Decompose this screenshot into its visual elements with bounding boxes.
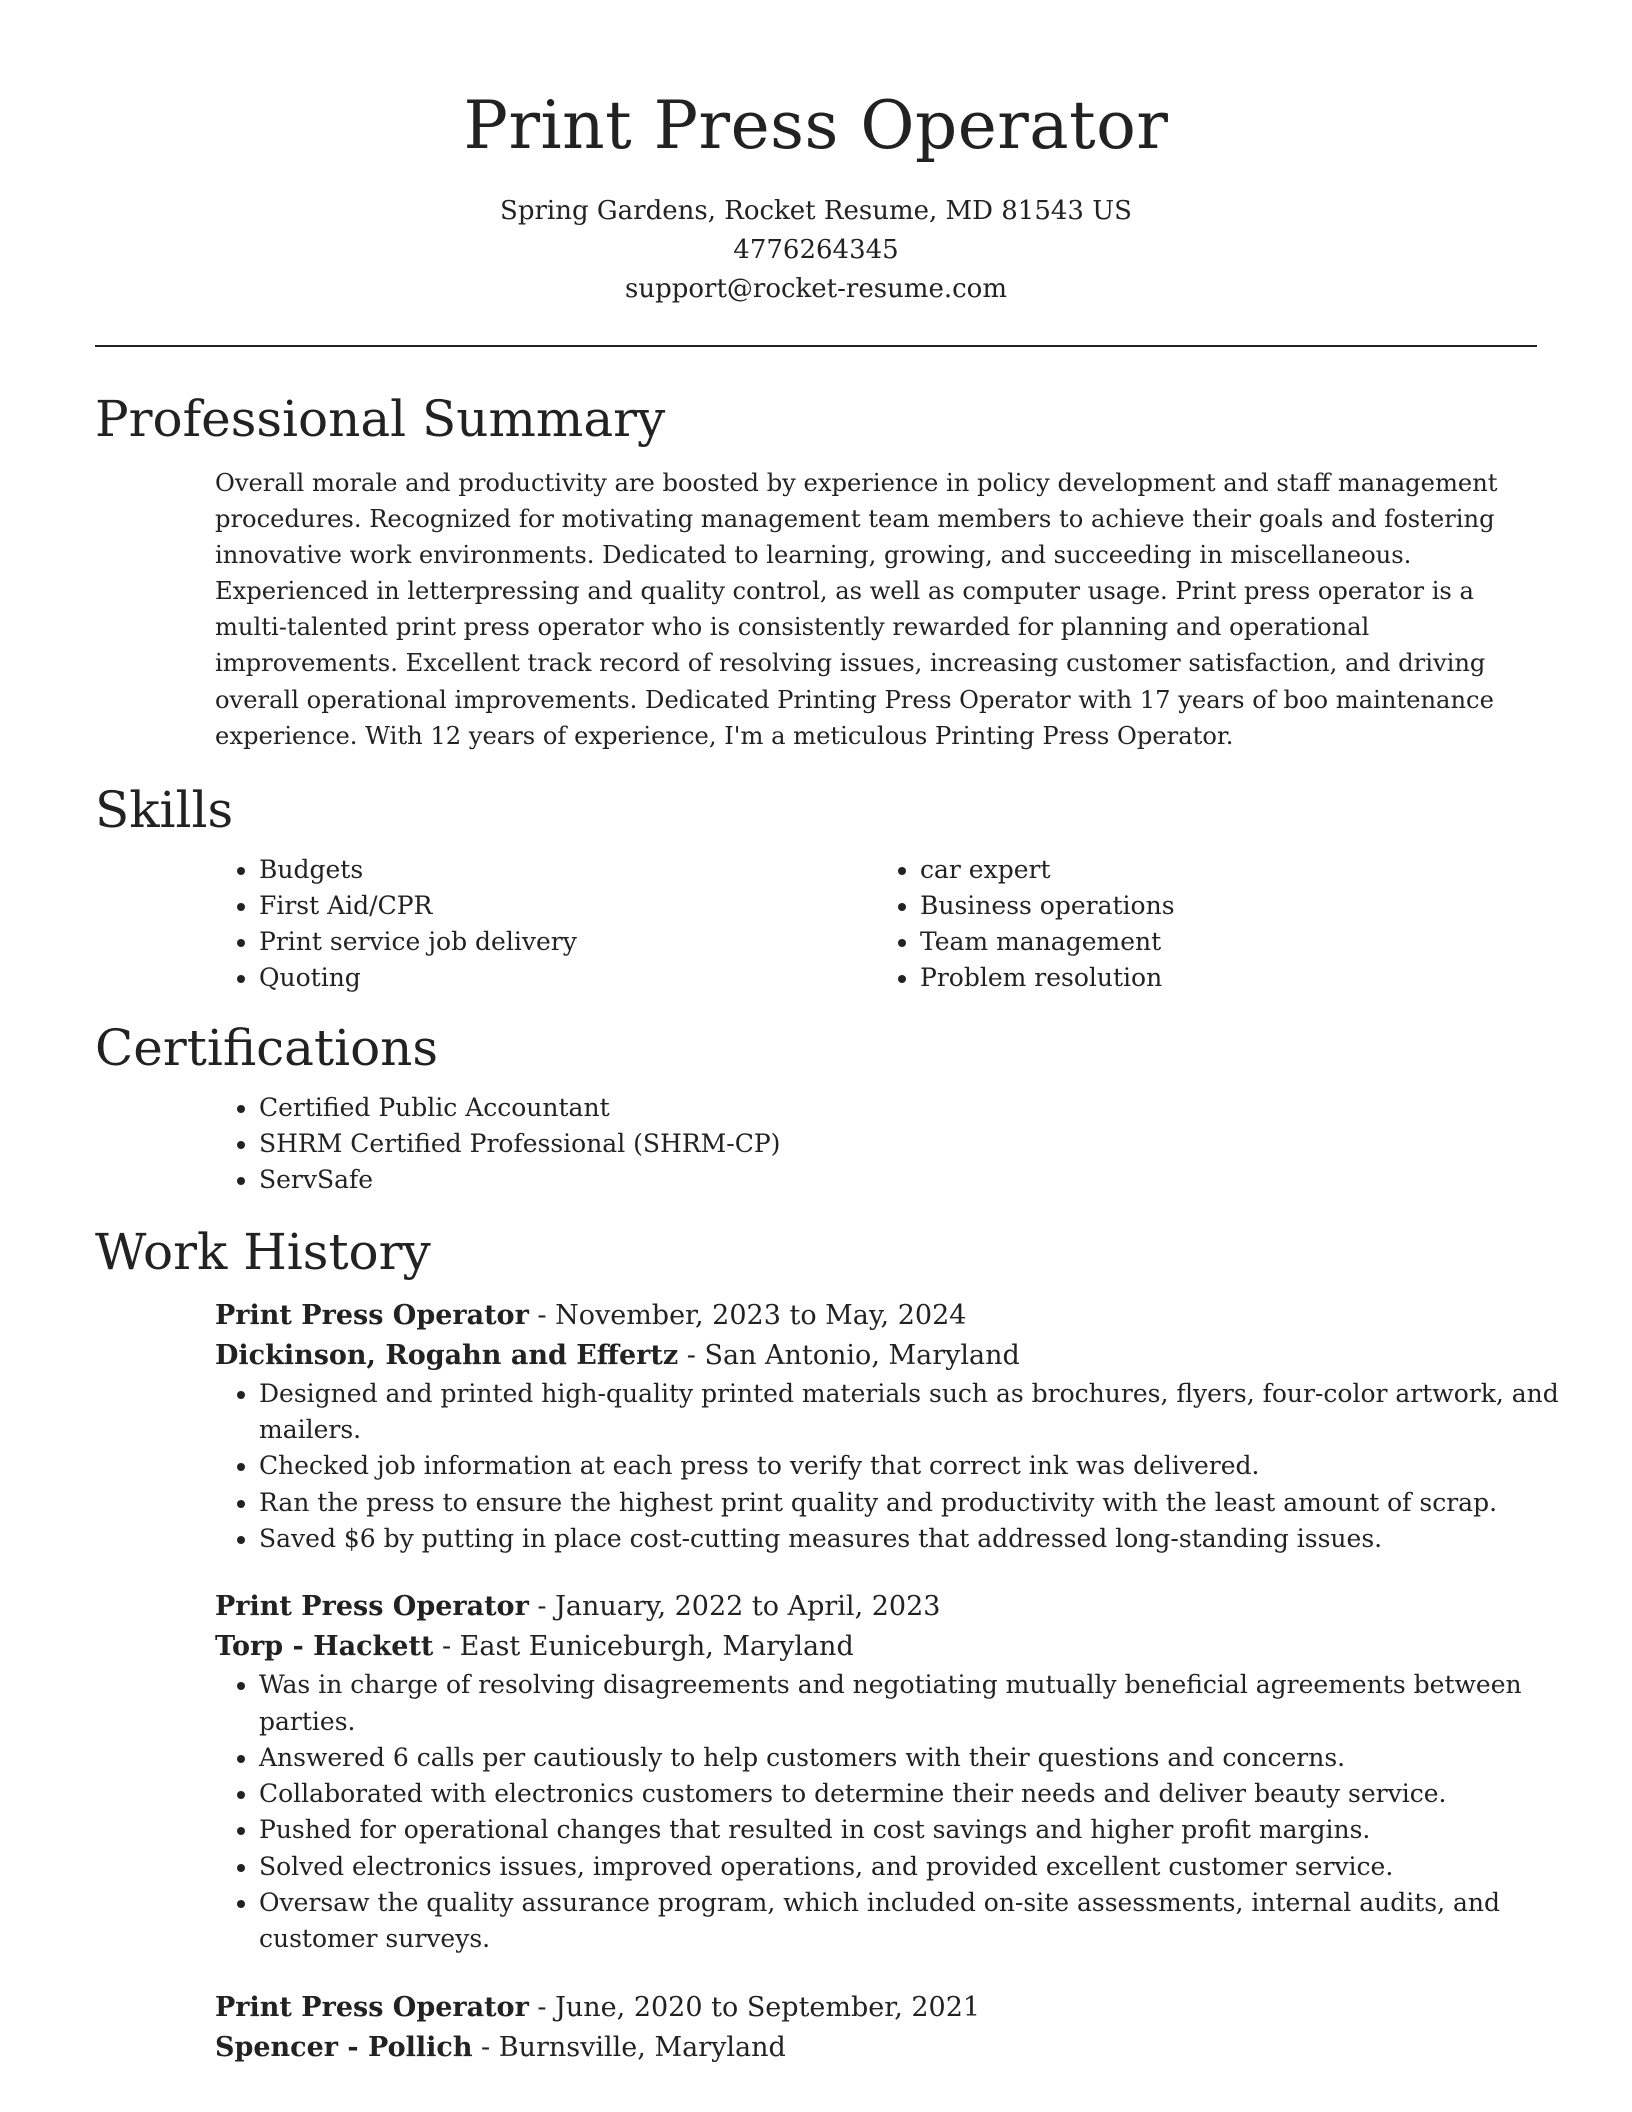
job-duty-item: • Collaborated with electronics customers to determine their needs and deliver beauty service.	[259, 1776, 1581, 1812]
job-duties-list	[215, 1376, 1581, 1557]
certification-item: • Certified Public Accountant	[259, 1090, 1537, 1126]
job-dates: - November, 2023 to May, 2024	[528, 1299, 967, 1331]
certification-item: • ServSafe	[259, 1162, 1537, 1198]
job-duty-item: • Ran the press to ensure the highest print quality and productivity with the least amount of scrap.	[259, 1485, 1581, 1521]
skill-item: • Budgets	[259, 852, 876, 888]
job-duties-list	[215, 1667, 1581, 1957]
resume-page	[95, 0, 1559, 2068]
job-title-line	[215, 1988, 1537, 2028]
job-duty-item: • Checked job information at each press to verify that correct ink was delivered.	[259, 1448, 1581, 1484]
certifications-heading: Certifications	[95, 1018, 439, 1077]
job-location: - San Antonio, Maryland	[678, 1339, 1020, 1371]
contact-address: Spring Gardens, Rocket Resume, MD 81543 US	[500, 196, 1132, 226]
job-location: - East Euniceburgh, Maryland	[433, 1631, 854, 1663]
header-divider	[95, 345, 1537, 347]
job-company-line	[215, 2028, 1537, 2068]
job-duty-item: • Answered 6 calls per cautiously to help customers with their questions and concerns.	[259, 1740, 1581, 1776]
job-dates: - June, 2020 to September, 2021	[528, 1991, 981, 2023]
skills-heading: Skills	[95, 780, 234, 839]
certifications-section	[215, 1090, 1537, 1198]
work-history-heading: Work History	[95, 1222, 431, 1281]
job-duty-item: • Oversaw the quality assurance program, which included on-site assessments, internal audits, and customer surveys.	[259, 1885, 1581, 1958]
skill-item: • Print service job delivery	[259, 924, 876, 960]
summary-text: Overall morale and productivity are boosted by experience in policy development and staff management procedures. Recognized for motivating management team members to achieve their goals and fostering innovative work environments. Dedicated to learning, growing, and succeeding in miscellaneous. Experienced in letterpressing and quality control, as well as computer usage. Print press operator is a multi-talented print press operator who is consistently rewarded for planning and operational improvements. Excellent track record of resolving issues, increasing customer satisfaction, and driving overall operational improvements. Dedicated Printing Press Operator with 17 years of boo maintenance experience. With 12 years of experience, I'm a meticulous Printing Press Operator.	[215, 469, 1498, 750]
job-duty-item: • Saved $6 by putting in place cost-cutting measures that addressed long-standing issues.	[259, 1521, 1581, 1557]
skills-list-left	[215, 852, 876, 996]
certifications-list	[215, 1090, 1537, 1198]
resume-name: Print Press Operator	[463, 87, 1169, 164]
job-role: Print Press Operator	[215, 1991, 529, 2023]
job-dates: - January, 2022 to April, 2023	[528, 1591, 941, 1623]
work-history-section	[215, 1296, 1559, 2068]
job-title-line	[215, 1587, 1537, 1627]
skills-list-right	[876, 852, 1537, 996]
resume-header	[95, 0, 1537, 309]
summary-heading: Professional Summary	[95, 390, 666, 448]
job-company-line	[215, 1336, 1537, 1376]
skill-item: • First Aid/CPR	[259, 888, 876, 924]
contact-phone: 4776264345	[733, 235, 899, 265]
job-duty-item: • Solved electronics issues, improved operations, and provided excellent customer service.	[259, 1849, 1581, 1885]
job-company: Dickinson, Rogahn and Effertz	[215, 1339, 679, 1371]
job-entry	[215, 1296, 1559, 1557]
job-entry	[215, 1587, 1537, 1957]
summary-section	[215, 465, 1537, 754]
job-location: - Burnsville, Maryland	[472, 2031, 786, 2063]
skill-item: • Quoting	[259, 960, 876, 996]
skill-item: • Problem resolution	[920, 960, 1537, 996]
skills-section	[215, 852, 1537, 996]
job-role: Print Press Operator	[215, 1299, 529, 1331]
certification-item: • SHRM Certified Professional (SHRM-CP)	[259, 1126, 1537, 1162]
job-company: Spencer - Pollich	[215, 2031, 473, 2063]
job-entry	[215, 1988, 1537, 2068]
contact-email: support@rocket-resume.com	[624, 274, 1007, 304]
job-duty-item: • Pushed for operational changes that resulted in cost savings and higher profit margins.	[259, 1812, 1581, 1848]
skill-item: • Team management	[920, 924, 1537, 960]
skill-item: • Business operations	[920, 888, 1537, 924]
job-duty-item: • Designed and printed high-quality printed materials such as brochures, flyers, four-color artwork, and mailers.	[259, 1376, 1581, 1449]
job-company: Torp - Hackett	[215, 1631, 434, 1663]
job-title-line	[215, 1296, 1537, 1336]
job-company-line	[215, 1627, 1537, 1667]
skill-item: • car expert	[920, 852, 1537, 888]
contact-info	[95, 192, 1537, 309]
job-role: Print Press Operator	[215, 1591, 529, 1623]
job-duty-item: • Was in charge of resolving disagreements and negotiating mutually beneficial agreements between parties.	[259, 1667, 1581, 1740]
